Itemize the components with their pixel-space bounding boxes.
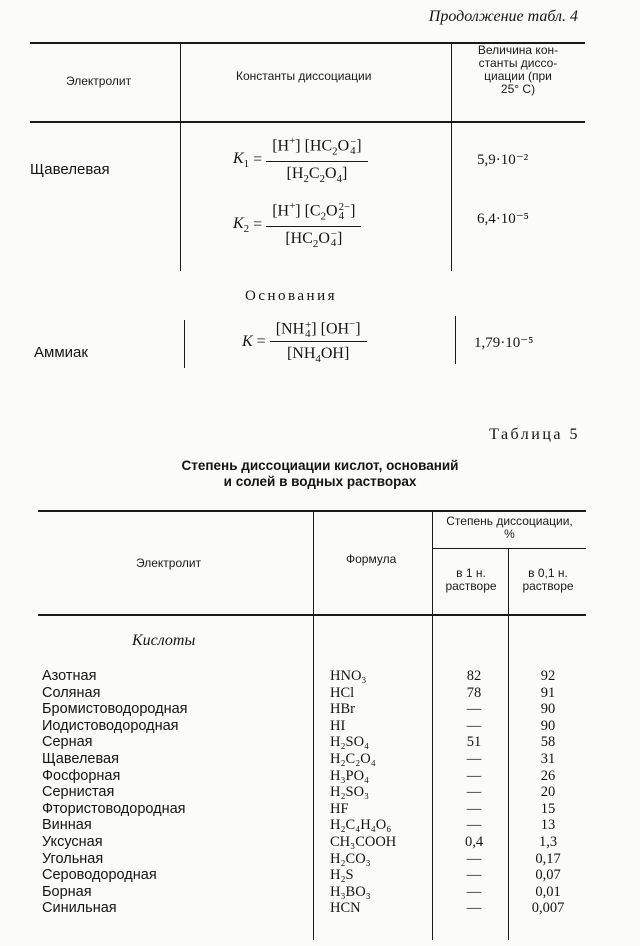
- row-name: Винная: [42, 817, 92, 834]
- table5-col-1n: в 1 н. растворе: [445, 566, 497, 593]
- row-degree-01n: 15: [540, 800, 556, 817]
- table4-col-divider-2: [451, 43, 452, 271]
- row-name: Фтористоводородная: [42, 800, 186, 817]
- table4-base-divider-1: [184, 320, 185, 368]
- row-name: Фосфорная: [42, 767, 121, 784]
- row-degree-01n: 90: [540, 701, 556, 718]
- table4-col-constants: Константы диссоциации: [236, 69, 372, 83]
- row-degree-1n: —: [466, 883, 482, 900]
- row-degree-1n: 78: [466, 684, 482, 701]
- table5-top-rule: [38, 510, 586, 512]
- table-row: [0, 801, 640, 818]
- row-name: Соляная: [42, 684, 101, 701]
- row-degree-01n: 90: [540, 717, 556, 734]
- row-name: Синильная: [42, 900, 117, 917]
- row-name: Азотная: [42, 668, 97, 684]
- table5-col-formula: Формула: [346, 552, 397, 566]
- k2-value: 6,4·10⁻⁵: [477, 211, 529, 227]
- table4-base-divider-2: [455, 316, 456, 364]
- table5-degree-rule: [433, 548, 586, 549]
- row-degree-1n: —: [466, 817, 482, 834]
- row-degree-1n: 51: [466, 734, 482, 751]
- row-degree-1n: —: [466, 850, 482, 867]
- row-degree-01n: 0,17: [535, 850, 561, 867]
- table4-col-divider-1: [180, 43, 181, 271]
- table4-col-electrolyte: Электролит: [66, 74, 132, 88]
- row-formula: H₂SO₃: [330, 784, 370, 801]
- row-name: Серная: [42, 734, 93, 751]
- table5-col-electrolyte: Электролит: [136, 556, 202, 570]
- row-degree-1n: —: [466, 767, 482, 784]
- row-degree-01n: 0,07: [535, 867, 561, 884]
- table-row: [0, 834, 640, 851]
- row-formula: CH₃COOH: [330, 834, 397, 850]
- row-degree-1n: —: [466, 867, 482, 884]
- table-row: [0, 734, 640, 751]
- row-name: Уксусная: [42, 834, 103, 850]
- table-row: [0, 668, 640, 685]
- row-degree-1n: —: [466, 900, 482, 917]
- row-degree-1n: 82: [466, 668, 482, 684]
- row-formula: H₂SO₄: [330, 734, 370, 751]
- row-name: Борная: [42, 883, 92, 900]
- base-name-ammonia: Аммиак: [34, 344, 88, 361]
- row-formula: HI: [330, 717, 346, 734]
- row-degree-01n: 1,3: [538, 834, 558, 850]
- row-degree-01n: 58: [540, 734, 556, 751]
- row-name: Сероводородная: [42, 867, 157, 884]
- table-row: [0, 851, 640, 868]
- row-degree-1n: 0,4: [464, 834, 484, 850]
- row-formula: H₃PO₄: [330, 767, 370, 784]
- table-row: [0, 768, 640, 785]
- row-name: Иодистоводородная: [42, 717, 179, 734]
- section-acids: Кислоты: [132, 632, 196, 649]
- row-formula: HNO₃: [330, 668, 367, 684]
- table-row: [0, 867, 640, 884]
- table-row: [0, 685, 640, 702]
- table-row: [0, 817, 640, 834]
- table-row: [0, 784, 640, 801]
- row-name: Бромистоводородная: [42, 701, 188, 718]
- row-degree-01n: 20: [540, 784, 556, 801]
- table-row: [0, 751, 640, 768]
- row-name: Щавелевая: [42, 751, 119, 767]
- table-row: [0, 884, 640, 901]
- section-bases: Основания: [245, 288, 338, 304]
- table4-header-rule: [30, 121, 585, 123]
- table-row: [0, 900, 640, 917]
- row-degree-1n: —: [466, 800, 482, 817]
- table5-col-degree: Степень диссоциации, %: [446, 514, 573, 541]
- row-name: Сернистая: [42, 784, 115, 801]
- row-degree-01n: 0,007: [531, 900, 565, 917]
- row-formula: H₂CO₃: [330, 850, 371, 867]
- row-formula: H₂C₂O₄: [330, 751, 376, 767]
- table5-title: Степень диссоциации кислот, оснований и солей в водных растворах: [181, 458, 459, 489]
- row-degree-1n: —: [466, 784, 482, 801]
- row-name: Угольная: [42, 850, 104, 867]
- table5-label: Таблица 5: [489, 426, 580, 443]
- row-degree-01n: 0,01: [535, 883, 561, 900]
- table5-col-01n: в 0,1 н. растворе: [522, 566, 574, 593]
- row-degree-1n: —: [466, 751, 482, 767]
- row-formula: HCl: [330, 684, 355, 701]
- acid-name-oxalic: Щавелевая: [30, 161, 110, 178]
- table-row: [0, 718, 640, 735]
- row-degree-01n: 13: [540, 817, 556, 834]
- table-row: [0, 701, 640, 718]
- row-formula: H₂S: [330, 867, 354, 884]
- k1-formula: $K_1$ = [H+] [$HC_2O$ − 4 ] $[H_2C_2O_4]$: [233, 135, 368, 185]
- row-degree-1n: —: [466, 717, 482, 734]
- table4-col-value: Величина кон- станты диссо- циации (при 25° С): [477, 43, 559, 96]
- ammonia-k-formula: K = [NH + 4 ] [OH−] $[NH_4OH]$: [242, 318, 367, 366]
- row-formula: H₂C₄H₄O₆: [330, 817, 392, 834]
- ammonia-k-value: 1,79·10⁻⁵: [474, 335, 534, 351]
- table5-header-rule: [38, 614, 586, 616]
- row-formula: H₃BO₃: [330, 883, 371, 900]
- row-degree-01n: 26: [540, 767, 556, 784]
- row-formula: HCN: [330, 900, 361, 917]
- row-degree-01n: 31: [540, 751, 556, 767]
- row-formula: HBr: [330, 701, 355, 718]
- k1-value: 5,9·10⁻²: [477, 152, 529, 168]
- row-formula: HF: [330, 800, 349, 817]
- row-degree-01n: 92: [540, 668, 556, 684]
- row-degree-1n: —: [466, 701, 482, 718]
- page-header: Продолжение табл. 4: [428, 8, 578, 25]
- k2-formula: $K_2$ = [H+] [$C_2O$ 2− 4 ] [$HC_2O$ − 4 ]: [233, 200, 361, 250]
- row-degree-01n: 91: [540, 684, 556, 701]
